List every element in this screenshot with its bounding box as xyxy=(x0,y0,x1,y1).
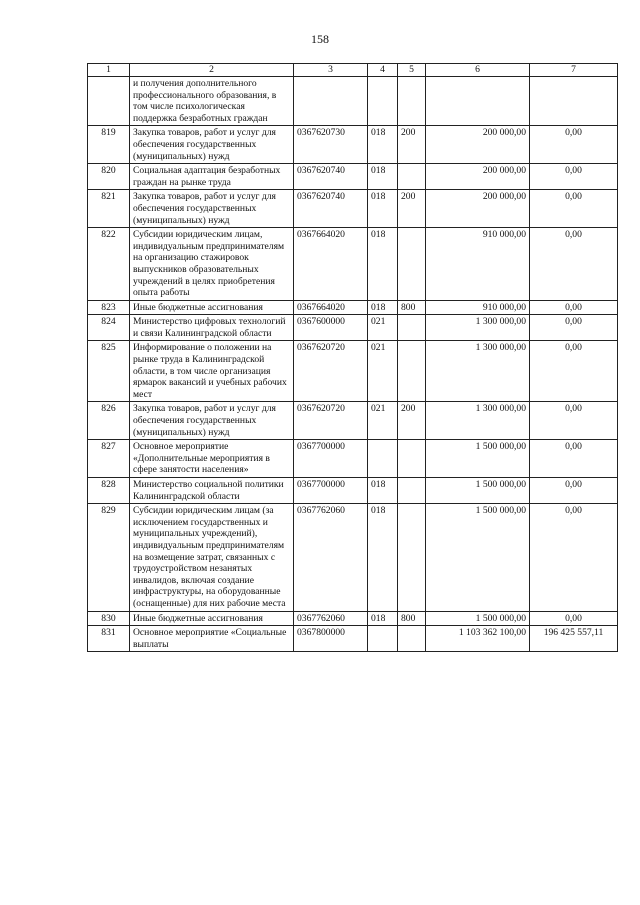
table-row xyxy=(88,341,618,402)
row-expense-type xyxy=(398,504,426,611)
row-number: 823 xyxy=(88,300,130,315)
row-expense-type: 200 xyxy=(398,126,426,164)
row-ministry-code xyxy=(368,626,398,652)
budget-table xyxy=(87,63,618,652)
row-number: 825 xyxy=(88,341,130,402)
row-name: Информирование о положении на рынке труда в Калининградской области, в том числе организация ярмарок вакансий и учебных рабочих мест xyxy=(130,341,294,402)
page-number: 158 xyxy=(311,32,329,46)
row-name: Закупка товаров, работ и услуг для обеспечения государственных (муниципальных) нужд xyxy=(130,190,294,228)
row-amount-1: 1 500 000,00 xyxy=(426,440,530,478)
row-ministry-code: 021 xyxy=(368,402,398,440)
row-expense-type xyxy=(398,315,426,341)
row-amount-1: 1 300 000,00 xyxy=(426,402,530,440)
row-amount-2: 0,00 xyxy=(530,341,618,402)
row-code: 0367664020 xyxy=(294,228,368,301)
row-amount-2: 0,00 xyxy=(530,315,618,341)
row-name: Закупка товаров, работ и услуг для обеспечения государственных (муниципальных) нужд xyxy=(130,126,294,164)
row-expense-type xyxy=(398,626,426,652)
row-code: 0367664020 xyxy=(294,300,368,315)
row-number: 831 xyxy=(88,626,130,652)
row-code xyxy=(294,77,368,126)
row-name: Субсидии юридическим лицам, индивидуальным предпринимателям на организацию стажировок выпускников образовательных учреждений в целях приобретения опыта работы xyxy=(130,228,294,301)
row-code: 0367700000 xyxy=(294,478,368,504)
row-amount-1: 1 300 000,00 xyxy=(426,315,530,341)
row-expense-type xyxy=(398,341,426,402)
row-amount-1: 200 000,00 xyxy=(426,164,530,190)
table-row xyxy=(88,300,618,315)
row-code: 0367620720 xyxy=(294,341,368,402)
row-amount-1: 1 103 362 100,00 xyxy=(426,626,530,652)
table-row xyxy=(88,626,618,652)
row-name: Иные бюджетные ассигнования xyxy=(130,300,294,315)
row-expense-type xyxy=(398,164,426,190)
row-amount-1: 910 000,00 xyxy=(426,228,530,301)
row-ministry-code: 018 xyxy=(368,126,398,164)
row-number xyxy=(88,77,130,126)
row-number: 827 xyxy=(88,440,130,478)
row-amount-2: 0,00 xyxy=(530,402,618,440)
row-expense-type xyxy=(398,228,426,301)
row-ministry-code: 018 xyxy=(368,504,398,611)
row-amount-1: 1 300 000,00 xyxy=(426,341,530,402)
table-row xyxy=(88,440,618,478)
table-header xyxy=(88,64,618,77)
row-expense-type: 200 xyxy=(398,402,426,440)
header-cell-3: 3 xyxy=(294,64,368,77)
row-amount-1: 1 500 000,00 xyxy=(426,611,530,626)
header-cell-2: 2 xyxy=(130,64,294,77)
row-amount-1: 200 000,00 xyxy=(426,190,530,228)
row-number: 824 xyxy=(88,315,130,341)
row-number: 826 xyxy=(88,402,130,440)
row-amount-1: 200 000,00 xyxy=(426,126,530,164)
row-number: 828 xyxy=(88,478,130,504)
row-ministry-code xyxy=(368,440,398,478)
header-cell-1: 1 xyxy=(88,64,130,77)
row-amount-2: 0,00 xyxy=(530,440,618,478)
table-row xyxy=(88,164,618,190)
row-code: 0367620720 xyxy=(294,402,368,440)
row-ministry-code: 018 xyxy=(368,228,398,301)
row-number: 822 xyxy=(88,228,130,301)
row-amount-2: 196 425 557,11 xyxy=(530,626,618,652)
row-amount-1 xyxy=(426,77,530,126)
row-number: 820 xyxy=(88,164,130,190)
row-code: 0367762060 xyxy=(294,611,368,626)
row-name: и получения дополнительного профессионального образования, в том числе психологическая поддержка безработных граждан xyxy=(130,77,294,126)
row-amount-2: 0,00 xyxy=(530,300,618,315)
row-number: 819 xyxy=(88,126,130,164)
row-expense-type: 200 xyxy=(398,190,426,228)
table-row xyxy=(88,315,618,341)
header-cell-6: 6 xyxy=(426,64,530,77)
row-expense-type: 800 xyxy=(398,300,426,315)
table-row xyxy=(88,126,618,164)
header-cell-7: 7 xyxy=(530,64,618,77)
row-code: 0367762060 xyxy=(294,504,368,611)
header-cell-4: 4 xyxy=(368,64,398,77)
table-row xyxy=(88,77,618,126)
table-row xyxy=(88,190,618,228)
row-code: 0367620730 xyxy=(294,126,368,164)
row-name: Закупка товаров, работ и услуг для обеспечения государственных (муниципальных) нужд xyxy=(130,402,294,440)
row-ministry-code xyxy=(368,77,398,126)
row-expense-type xyxy=(398,478,426,504)
row-amount-2: 0,00 xyxy=(530,126,618,164)
row-amount-1: 1 500 000,00 xyxy=(426,504,530,611)
row-number: 829 xyxy=(88,504,130,611)
row-code: 0367620740 xyxy=(294,190,368,228)
header-row xyxy=(88,64,618,77)
row-name: Иные бюджетные ассигнования xyxy=(130,611,294,626)
header-cell-5: 5 xyxy=(398,64,426,77)
row-code: 0367620740 xyxy=(294,164,368,190)
row-amount-2: 0,00 xyxy=(530,504,618,611)
row-name: Основное мероприятие «Социальные выплаты xyxy=(130,626,294,652)
row-amount-2: 0,00 xyxy=(530,478,618,504)
row-amount-2: 0,00 xyxy=(530,228,618,301)
row-name: Министерство цифровых технологий и связи Калининградской области xyxy=(130,315,294,341)
row-number: 830 xyxy=(88,611,130,626)
table-row xyxy=(88,504,618,611)
table-row xyxy=(88,611,618,626)
row-expense-type xyxy=(398,440,426,478)
row-amount-2: 0,00 xyxy=(530,611,618,626)
row-ministry-code: 018 xyxy=(368,164,398,190)
table-row xyxy=(88,478,618,504)
row-ministry-code: 018 xyxy=(368,478,398,504)
row-amount-1: 910 000,00 xyxy=(426,300,530,315)
table-body xyxy=(88,77,618,652)
row-ministry-code: 018 xyxy=(368,611,398,626)
row-name: Министерство социальной политики Калининградской области xyxy=(130,478,294,504)
row-code: 0367700000 xyxy=(294,440,368,478)
row-ministry-code: 018 xyxy=(368,300,398,315)
row-ministry-code: 021 xyxy=(368,315,398,341)
row-code: 0367600000 xyxy=(294,315,368,341)
row-name: Субсидии юридическим лицам (за исключением государственных и муниципальных учреждений), индивидуальным предпринимателям на возмещение затрат, связанных с трудоустройством незанятых инвалидов, включая создание инфраструктуры, на оборудованные (оснащенные) для них рабочие места xyxy=(130,504,294,611)
row-number: 821 xyxy=(88,190,130,228)
row-name: Основное мероприятие «Дополнительные мероприятия в сфере занятости населения» xyxy=(130,440,294,478)
row-amount-1: 1 500 000,00 xyxy=(426,478,530,504)
row-ministry-code: 021 xyxy=(368,341,398,402)
row-code: 0367800000 xyxy=(294,626,368,652)
row-ministry-code: 018 xyxy=(368,190,398,228)
row-amount-2: 0,00 xyxy=(530,190,618,228)
row-amount-2 xyxy=(530,77,618,126)
row-amount-2: 0,00 xyxy=(530,164,618,190)
row-expense-type: 800 xyxy=(398,611,426,626)
table-row xyxy=(88,228,618,301)
row-name: Социальная адаптация безработных граждан на рынке труда xyxy=(130,164,294,190)
table-row xyxy=(88,402,618,440)
row-expense-type xyxy=(398,77,426,126)
